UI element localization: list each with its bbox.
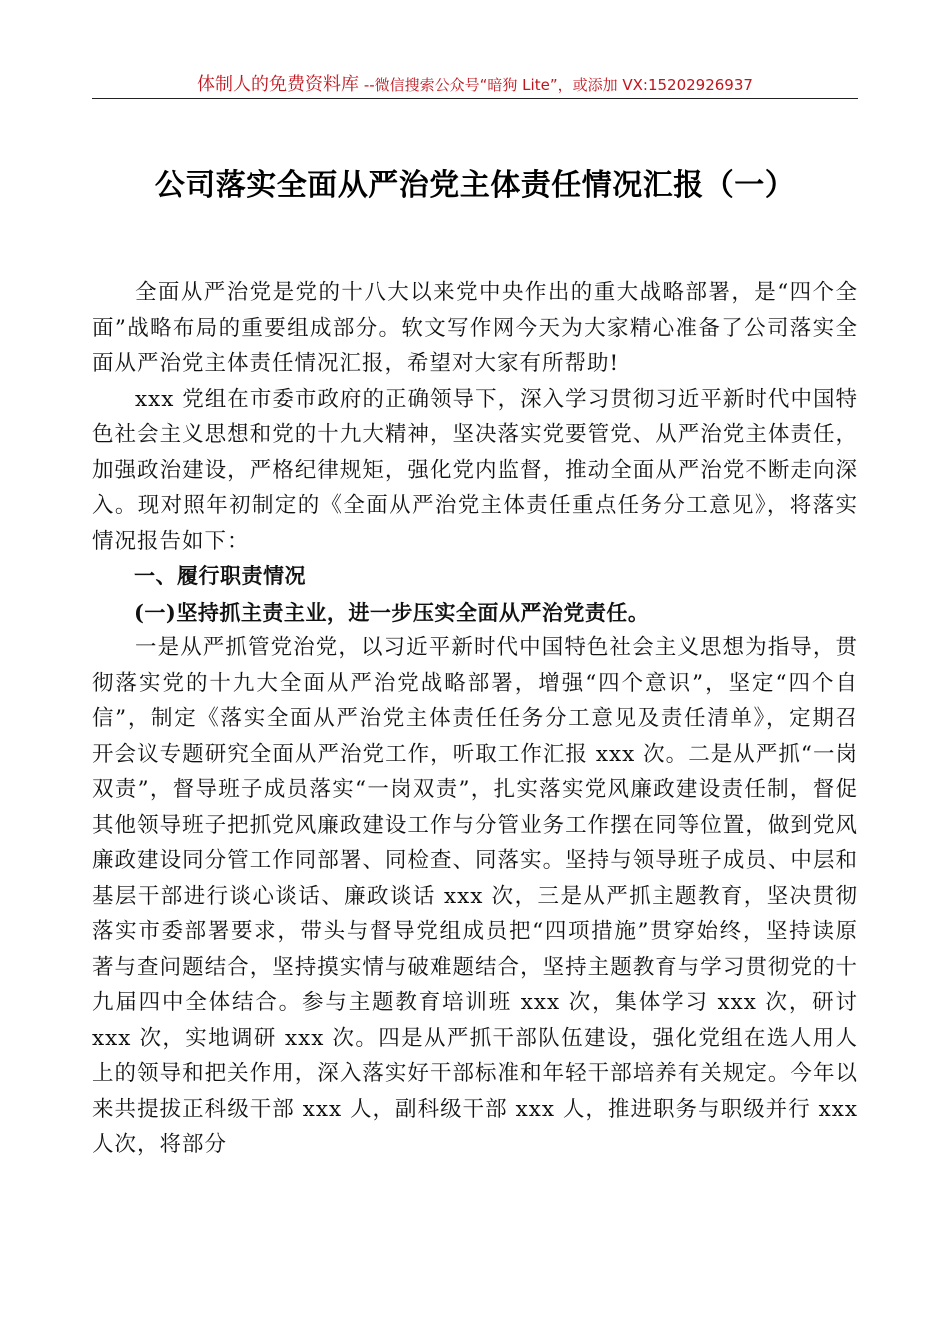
document-title: 公司落实全面从严治党主体责任情况汇报（一） [154,168,796,203]
intro-paragraph: 全面从严治党是党的十八大以来党中央作出的重大战略部署，是“四个全面”战略布局的重要组成部分。软文写作网今天为大家精心准备了公司落实全面从严治党主体责任情况汇报，希望对大家有所帮助! [92,280,858,376]
subsection-heading: (一)坚持抓主责主业，进一步压实全面从严治党责任。 [134,599,650,625]
header-divider [92,98,858,99]
page-header [92,70,858,100]
overview-paragraph: xxx 党组在市委市政府的正确领导下，深入学习贯彻习近平新时代中国特色社会主义思想和党的十九大精神，坚决落实党要管党、从严治党主体责任，加强政治建设，严格纪律规矩，强化党内监督，推动全面从严治党不断走向深入。现对照年初制定的《全面从严治党主体责任重点任务分工意见》，将落实情况报告如下： [92,386,858,554]
body-paragraph: 一是从严抓管党治党，以习近平新时代中国特色社会主义思想为指导，贯彻落实党的十九大全面从严治党战略部署，增强“四个意识”，坚定“四个自信”，制定《落实全面从严治党主体责任任务分工意见及责任清单》，定期召开会议专题研究全面从严治党工作，听取工作汇报 xxx 次。二是从严抓“一岗双责”，督导班子成员落实“一岗双责”，扎实落实党风廉政建设责任制，督促其他领导班子把抓党风廉政建设工作与分管业务工作摆在同等位置，做到党风廉政建设同分管工作同部署、同检查、同落实。坚持与领导班子成员、中层和基层干部进行谈心谈话、廉政谈话 xxx 次，三是从严抓主题教育，坚决贯彻落实市委部署要求，带头与督导党组成员把“四项措施”贯穿始终，坚持读原著与查问题结合，坚持摸实情与破难题结合，坚持主题教育与学习贯彻党的十九届四中全体结合。参与主题教育培训班 xxx 次，集体学习 xxx 次，研讨 xxx 次，实地调研 xxx 次。四是从严抓干部队伍建设，强化党组在选人用人上的领导和把关作用，深入落实好干部标准和年轻干部培养有关规定。今年以来共提拔正科级干部 xxx 人，副科级干部 xxx 人，推进职务与职级并行 xxx 人次，将部分 [92,635,858,1157]
document-body [92,275,858,1163]
section-heading: 一、履行职责情况 [134,564,306,588]
header-brand: 体制人的免费资料库 [197,74,360,95]
header-contact-info: --微信搜索公众号“暗狗 Lite”，或添加 VX:15202926937 [359,76,753,94]
